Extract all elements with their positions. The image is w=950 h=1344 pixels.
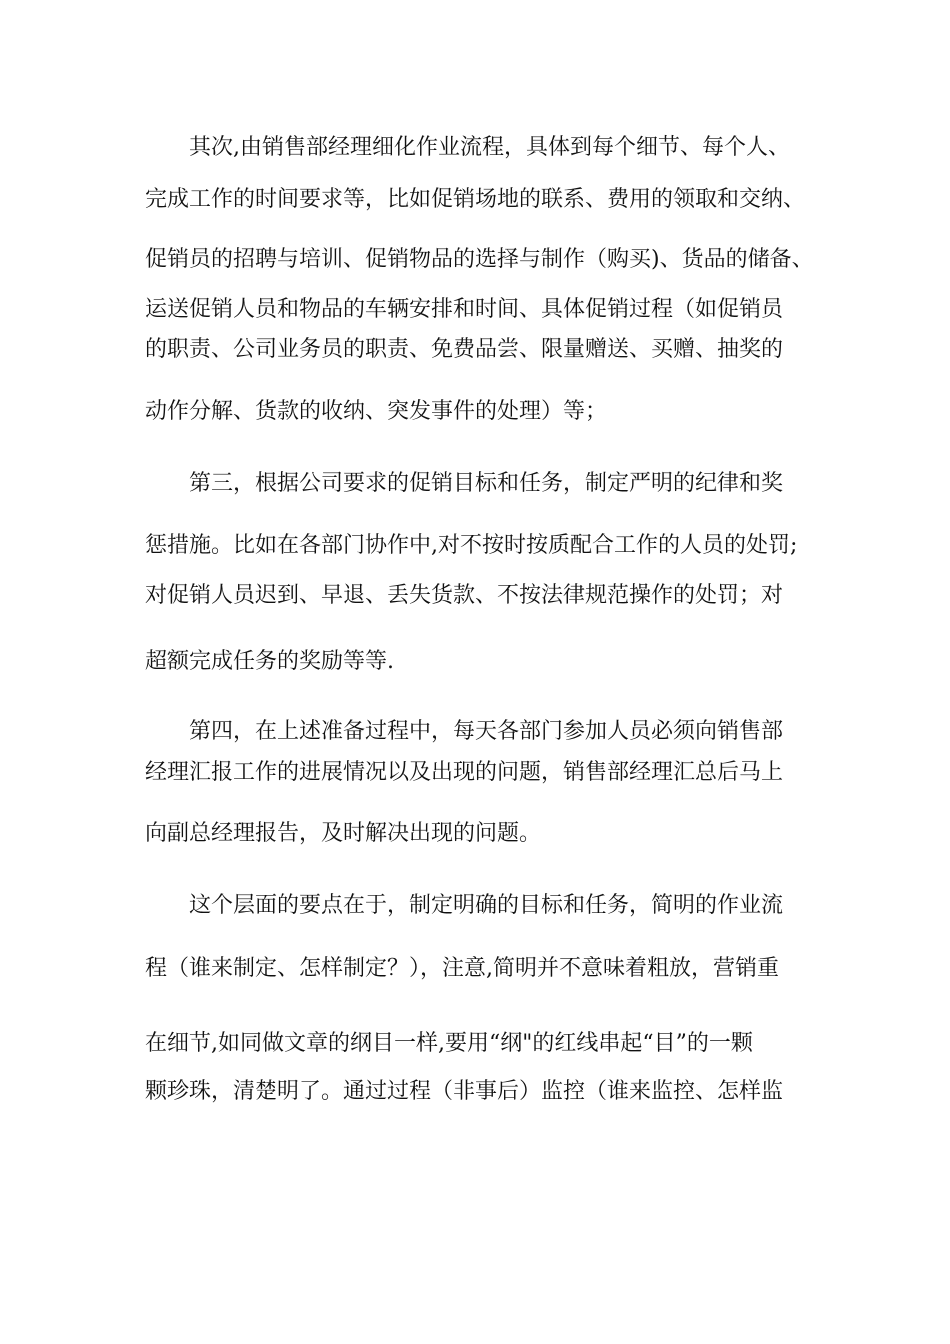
paragraph-4-line-3: 在细节,如同做文章的纲目一样,要用“纲"的红线串起“目”的一颗 bbox=[145, 1031, 753, 1056]
paragraph-1-line-3: 促销员的招聘与培训、促销物品的选择与制作（购买)、货品的储备、 bbox=[145, 247, 814, 272]
paragraph-1-line-2: 完成工作的时间要求等，比如促销场地的联系、费用的领取和交纳、 bbox=[145, 187, 806, 212]
paragraph-2-line-3: 对促销人员迟到、早退、丢失货款、不按法律规范操作的处罚；对 bbox=[145, 583, 784, 608]
paragraph-2-line-2: 惩措施。比如在各部门协作中,对不按时按质配合工作的人员的处罚; bbox=[145, 533, 798, 558]
paragraph-1-line-6: 动作分解、货款的收纳、突发事件的处理）等； bbox=[145, 399, 608, 424]
paragraph-1-line-4: 运送促销人员和物品的车辆安排和时间、具体促销过程（如促销员 bbox=[145, 297, 784, 322]
paragraph-3-line-3: 向副总经理报告，及时解决出现的问题。 bbox=[145, 821, 542, 846]
paragraph-1-line-1: 其次,由销售部经理细化作业流程，具体到每个细节、每个人、 bbox=[189, 135, 790, 160]
paragraph-4-line-4: 颗珍珠，清楚明了。通过过程（非事后）监控（谁来监控、怎样监 bbox=[145, 1079, 784, 1104]
paragraph-3-line-2: 经理汇报工作的进展情况以及出现的问题，销售部经理汇总后马上 bbox=[145, 760, 784, 785]
paragraph-3-line-1: 第四，在上述准备过程中，每天各部门参加人员必须向销售部 bbox=[189, 719, 784, 744]
paragraph-4-line-2: 程（谁来制定、怎样制定？），注意,简明并不意味着粗放，营销重 bbox=[145, 956, 779, 981]
paragraph-2-line-4: 超额完成任务的奖励等等. bbox=[145, 649, 394, 674]
paragraph-2-line-1: 第三，根据公司要求的促销目标和任务，制定严明的纪律和奖 bbox=[189, 471, 784, 496]
paragraph-4-line-1: 这个层面的要点在于，制定明确的目标和任务，简明的作业流 bbox=[189, 893, 784, 918]
paragraph-1-line-5: 的职责、公司业务员的职责、免费品尝、限量赠送、买赠、抽奖的 bbox=[145, 337, 784, 362]
